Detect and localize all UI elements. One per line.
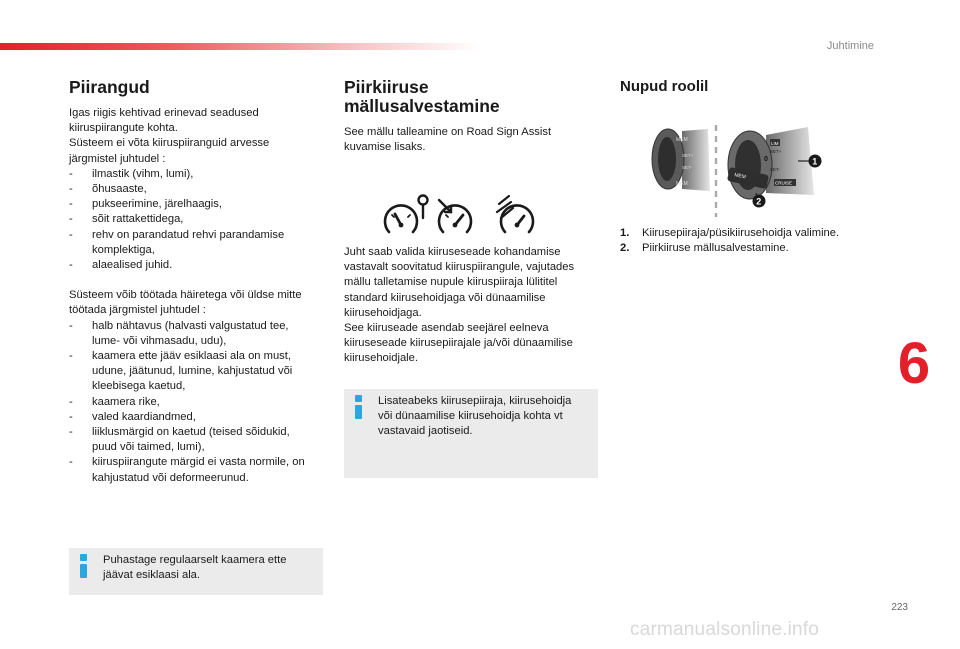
- svg-text:SET-: SET-: [770, 167, 781, 172]
- list-item: - liiklusmärgid on kaetud (teised sõidukid, puud või taimed, lumi),: [69, 425, 325, 455]
- svg-text:1: 1: [812, 156, 818, 167]
- dynamic-cruise-control-icon: [497, 196, 533, 232]
- section-title-limits: Piirangud: [69, 77, 150, 97]
- limits-list-2: [69, 319, 325, 486]
- section-limits: [69, 78, 325, 486]
- list-item: - valed kaardiandmed,: [69, 410, 325, 425]
- right-stalk: [727, 127, 814, 199]
- wheel-list: [620, 226, 876, 256]
- page-number: 223: [891, 602, 908, 613]
- list-item: - ilmastik (vihm, lumi),: [69, 167, 325, 182]
- speed-icons-row: [383, 192, 543, 236]
- chapter-number: 6: [897, 331, 931, 396]
- note-text: Puhastage regulaarselt kaamera ette jäävat esiklaasi ala.: [103, 554, 287, 582]
- watermark: carmanualsonline.info: [630, 619, 820, 640]
- svg-text:2: 2: [756, 196, 762, 207]
- list-item: 2. Piirkiiruse mällusalvestamine.: [620, 242, 789, 255]
- wheel-list-container: [620, 226, 876, 256]
- svg-text:0: 0: [764, 156, 768, 163]
- svg-text:MEM: MEM: [676, 181, 688, 187]
- speed-limiter-icon: [385, 196, 428, 233]
- limits-intro: Igas riigis kehtivad erinevad seadused kiiruspiirangute kohta. Süsteem ei võta kiiruspiiranguid arvesse järgmistel juhtudel :: [69, 107, 270, 165]
- section-memorization: [344, 78, 600, 155]
- svg-text:SET+: SET+: [682, 153, 694, 158]
- list-item: - pukseerimine, järelhaagis,: [69, 197, 325, 212]
- list-item: - kaamera ette jääv esiklaasi ala on must, udune, jäätunud, lumine, kahjustatud või kleebisega kaetud,: [69, 349, 325, 395]
- limits-list: [69, 167, 325, 273]
- list-item: - õhusaaste,: [69, 182, 325, 197]
- list-item: - rehv on parandatud rehvi parandamise komplektiga,: [69, 228, 325, 258]
- list-item: - alaealised juhid.: [69, 258, 325, 273]
- section-title-memorization: Piirkiiruse mällusalvestamine: [344, 77, 500, 116]
- memorization-intro: See mällu talleamine on Road Sign Assist kuvamise lisaks.: [344, 126, 552, 154]
- svg-text:SET+: SET+: [770, 149, 782, 154]
- svg-text:CRUISE: CRUISE: [775, 180, 793, 186]
- left-stalk: [652, 129, 710, 191]
- note-box-limits: [69, 548, 323, 595]
- list-item: - kaamera rike,: [69, 395, 325, 410]
- svg-text:MEM: MEM: [676, 137, 688, 143]
- info-icon: [80, 554, 88, 578]
- section-title-wheel: Nupud roolil: [620, 78, 709, 95]
- note-text: Lisateabeks kiirusepiiraja, kiirusehoidja või dünaamilise kiirusehoidja kohta vt vastavaid jaotiseid.: [378, 395, 572, 438]
- list-item: - sõit rattakettidega,: [69, 212, 325, 227]
- info-icon: [355, 395, 363, 419]
- svg-text:SET-: SET-: [682, 165, 693, 170]
- memorization-body: Juht saab valida kiiruseseade kohandamise vastavalt soovitatud kiiruspiirangule, vajutades mällu talletamise nupule kiiruspiiraja lülititel standard kiirusehoidjaga või dünaamilise kiirusehoidjaga. See kiiruseade asendab seejärel eelneva kiiruseseade kiirusepiirajale ja/või dünaamilise kiirusehoidjale.: [344, 246, 575, 365]
- list-item: - kiiruspiirangute märgid ei vasta normile, on kahjustatud või deformeerunud.: [69, 455, 325, 485]
- limits-intro-2: Süsteem võib töötada häiretega või üldse mitte töötada järgmistel juhtudel :: [69, 289, 302, 317]
- note-box-memorization: [344, 389, 598, 478]
- cruise-control-icon: [439, 200, 471, 232]
- svg-text:MEM: MEM: [733, 172, 747, 181]
- list-item: - halb nähtavus (halvasti valgustatud tee, lume- või vihmasadu, udu),: [69, 319, 325, 349]
- header-stripe: [0, 43, 480, 50]
- steering-wheel-controls-image: [648, 121, 844, 221]
- list-item: 1. Kiirusepiiraja/püsikiirusehoidja valimine.: [620, 227, 840, 239]
- section-wheel: [620, 78, 876, 95]
- chapter-name: Juhtimine: [826, 40, 874, 52]
- svg-text:LIM: LIM: [771, 141, 779, 146]
